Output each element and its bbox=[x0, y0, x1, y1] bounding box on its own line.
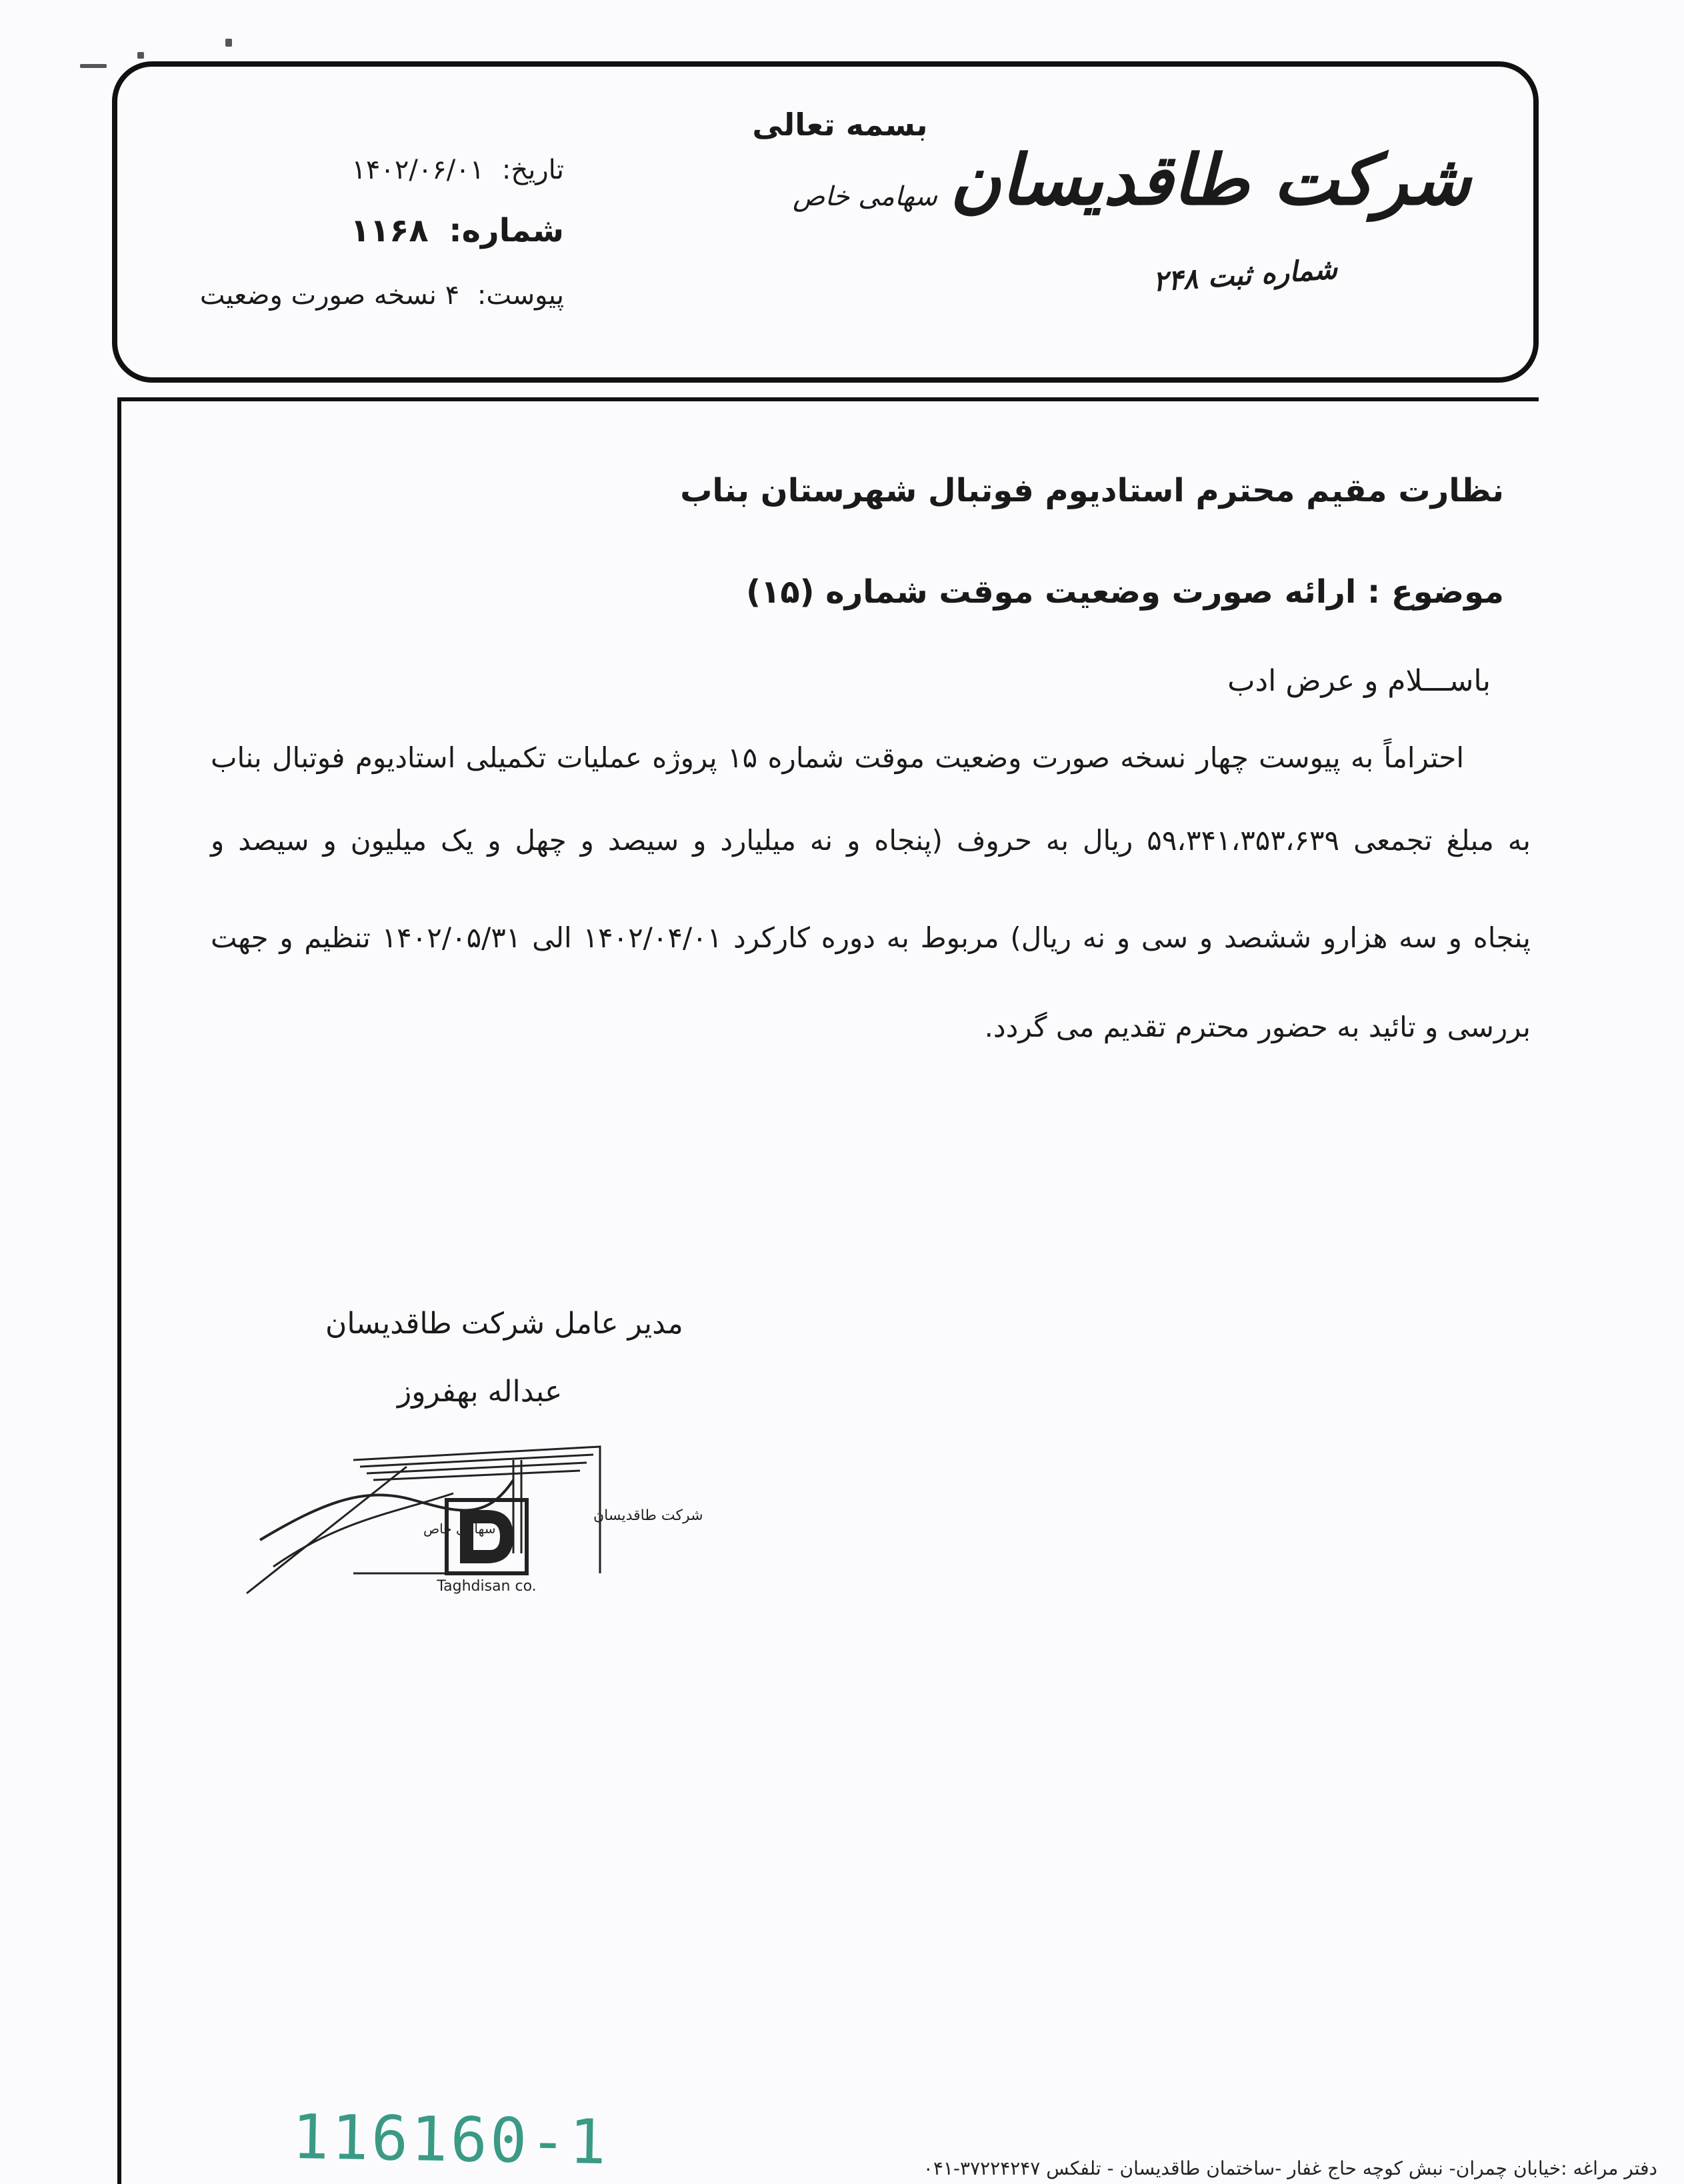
paragraph-line: احتراماً به پیوست چهار نسخه صورت وضعیت موقت شماره ۱۵ پروژه عملیات تکمیلی استادیوم فوتبال بناب bbox=[211, 741, 1464, 774]
paragraph-line: پنجاه و سه هزارو ششصد و سی و نه ریال) مربوط به دوره کارکرد ۱۴۰۲/۰۴/۰۱ الی ۱۴۰۲/۰۵/۳۱ تنظیم و جهت bbox=[211, 921, 1531, 954]
signer-name: عبداله بهفروز bbox=[397, 1375, 563, 1409]
recipient: نظارت مقیم محترم استادیوم فوتبال شهرستان بناب bbox=[680, 472, 1504, 509]
number-line bbox=[351, 212, 564, 249]
number-value: ۱۱۶۸ bbox=[350, 212, 429, 249]
attachment-line bbox=[200, 280, 564, 311]
scan-mark bbox=[137, 52, 144, 59]
attachment-label: پیوست: bbox=[477, 280, 564, 311]
paragraph-line: بررسی و تائید به حضور محترم تقدیم می گردد. bbox=[984, 1011, 1531, 1043]
number-label: شماره: bbox=[449, 212, 564, 249]
subject: موضوع : ارائه صورت وضعیت موقت شماره (۱۵) bbox=[746, 573, 1504, 611]
stamp-text-en: Taghdisan co. bbox=[437, 1578, 537, 1595]
body-left-border bbox=[117, 397, 121, 2184]
attachment-value: ۴ نسخه صورت وضعیت bbox=[199, 280, 460, 311]
company-type: سهامی خاص bbox=[793, 181, 937, 212]
date-label: تاریخ: bbox=[501, 155, 564, 185]
scan-mark bbox=[225, 39, 232, 47]
date-line bbox=[351, 155, 564, 185]
signer-title: مدیر عامل شرکت طاقدیسان bbox=[325, 1307, 683, 1341]
paragraph-line: به مبلغ تجمعی ۵۹،۳۴۱،۳۵۳،۶۳۹ ریال به حروف (پنجاه و نه میلیارد و سیصد و چهل و یک میلیون و سیصد و bbox=[211, 824, 1531, 857]
company-name: شرکت طاقدیسان bbox=[950, 139, 1471, 221]
date-value: ۱۴۰۲/۰۶/۰۱ bbox=[351, 155, 485, 185]
company-registration: شماره ثبت ۲۴۸ bbox=[1151, 252, 1339, 298]
stamp-text-right: شرکت طاقدیسان bbox=[593, 1507, 703, 1524]
body-top-border bbox=[117, 397, 1539, 401]
bismillah: بسمه تعالی bbox=[752, 107, 928, 143]
scan-mark bbox=[80, 64, 107, 68]
company-stamp bbox=[313, 1440, 703, 1600]
greeting: باســـلام و عرض ادب bbox=[1227, 664, 1491, 698]
handwritten-number: 116160-1 bbox=[291, 2101, 610, 2179]
footer-address: دفتر مراغه :خیابان چمران- نبش کوچه حاج غفار -ساختمان طاقدیسان - تلفکس ۳۷۲۲۴۲۴۷-۰۴۱ bbox=[923, 2157, 1657, 2179]
stamp-text-left: سهامی خاص bbox=[423, 1521, 496, 1537]
